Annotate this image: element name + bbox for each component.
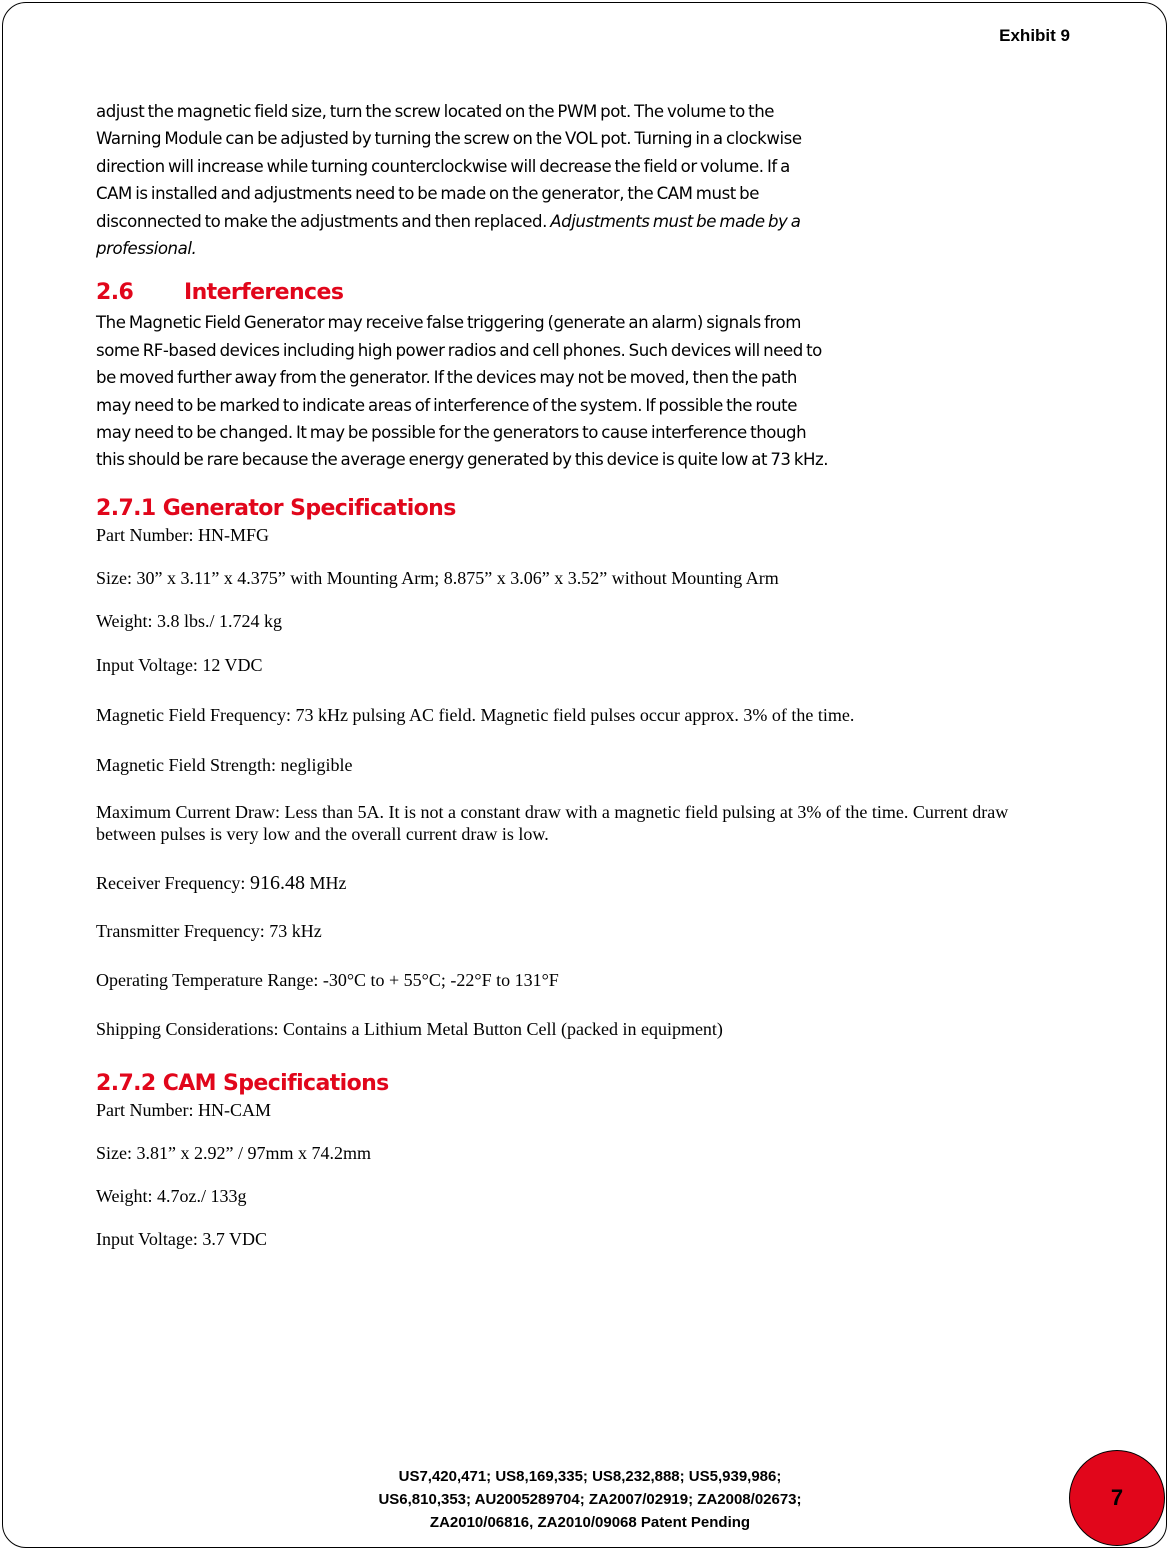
page-content: [96, 98, 1076, 1250]
intro-line-text: disconnected to make the adjustments and then replaced.: [96, 211, 551, 231]
receiver-value: 916.48: [249, 871, 305, 894]
cam-part-number: Part Number: HN-CAM: [96, 1099, 271, 1120]
generator-weight: Weight: 3.8 lbs./ 1.724 kg: [96, 610, 283, 631]
interferences-line: The Magnetic Field Generator may receive false triggering (generate an alarm) signals from: [96, 313, 801, 333]
receiver-label: Receiver Frequency:: [96, 872, 250, 893]
exhibit-label: Exhibit 9: [999, 26, 1070, 45]
generator-size: Size: 30” x 3.11” x 4.375” with Mounting Arm; 8.875” x 3.06” x 3.52” without Mounting Arm: [96, 567, 779, 588]
transmitter-frequency: Transmitter Frequency: 73 kHz: [96, 920, 322, 941]
intro-line: [96, 208, 1076, 235]
cam-size: Size: 3.81” x 2.92” / 97mm x 74.2mm: [96, 1142, 371, 1163]
maximum-current-draw: Maximum Current Draw: Less than 5A. It is not a constant draw with a magnetic field pulsing at 3% of the time. Current draw between pulses is very low and the overall current draw is low.: [96, 801, 1009, 844]
cam-input-voltage: Input Voltage: 3.7 VDC: [96, 1228, 268, 1249]
section-heading-cam-specs: 2.7.2 CAM Specifications: [96, 1070, 389, 1096]
interferences-line: some RF-based devices including high power radios and cell phones. Such devices will need to: [96, 340, 822, 360]
patent-line: ZA2010/06816, ZA2010/09068 Patent Pending: [429, 1514, 751, 1531]
receiver-frequency: [96, 872, 1076, 895]
operating-temperature: Operating Temperature Range: -30°C to + 55°C; -22°F to 131°F: [96, 969, 559, 990]
interferences-line: may need to be changed. It may be possible for the generators to cause interference though: [96, 423, 807, 443]
generator-part-number: Part Number: HN-MFG: [96, 524, 269, 545]
intro-line: Warning Module can be adjusted by turning the screw on the VOL pot. Turning in a clockwise: [96, 129, 802, 149]
cam-weight: Weight: 4.7oz./ 133g: [96, 1185, 247, 1206]
professional-note-end: professional.: [96, 239, 197, 259]
interferences-line: may need to be marked to indicate areas of interference of the system. If possible the route: [96, 395, 797, 415]
patent-line: US7,420,471; US8,169,335; US8,232,888; US5,939,986;: [398, 1468, 782, 1485]
receiver-unit: MHz: [304, 872, 347, 893]
magnetic-field-frequency: Magnetic Field Frequency: 73 kHz pulsing AC field. Magnetic field pulses occur approx. 3% of the time.: [96, 704, 855, 725]
intro-line: [96, 235, 1076, 262]
intro-line: direction will increase while turning counterclockwise will decrease the field or volume. If a: [96, 156, 790, 176]
interferences-paragraph: [96, 309, 1076, 473]
intro-paragraph: [96, 98, 1076, 262]
section-heading-generator-specs: 2.7.1 Generator Specifications: [96, 495, 456, 521]
page-number: 7: [1110, 1485, 1124, 1510]
generator-input-voltage: Input Voltage: 12 VDC: [96, 654, 263, 675]
patent-line: US6,810,353; AU2005289704; ZA2007/02919; ZA2008/02673;: [378, 1491, 802, 1508]
shipping-considerations: Shipping Considerations: Contains a Lithium Metal Button Cell (packed in equipment): [96, 1018, 723, 1039]
intro-line: adjust the magnetic field size, turn the screw located on the PWM pot. The volume to the: [96, 102, 775, 121]
intro-line: CAM is installed and adjustments need to be made on the generator, the CAM must be: [96, 184, 760, 204]
magnetic-field-strength: Magnetic Field Strength: negligible: [96, 754, 353, 775]
interferences-line: be moved further away from the generator. If the devices may not be moved, then the path: [96, 368, 797, 388]
section-title: Interferences: [184, 280, 344, 306]
section-heading-interferences: [96, 280, 1076, 305]
page-number-badge: [1069, 1450, 1165, 1546]
patent-footer: [200, 1465, 980, 1534]
interferences-line: this should be rare because the average energy generated by this device is quite low at 73 kHz.: [96, 450, 829, 470]
professional-note: Adjustments must be made by a: [550, 211, 801, 231]
section-number: 2.6: [96, 280, 134, 306]
